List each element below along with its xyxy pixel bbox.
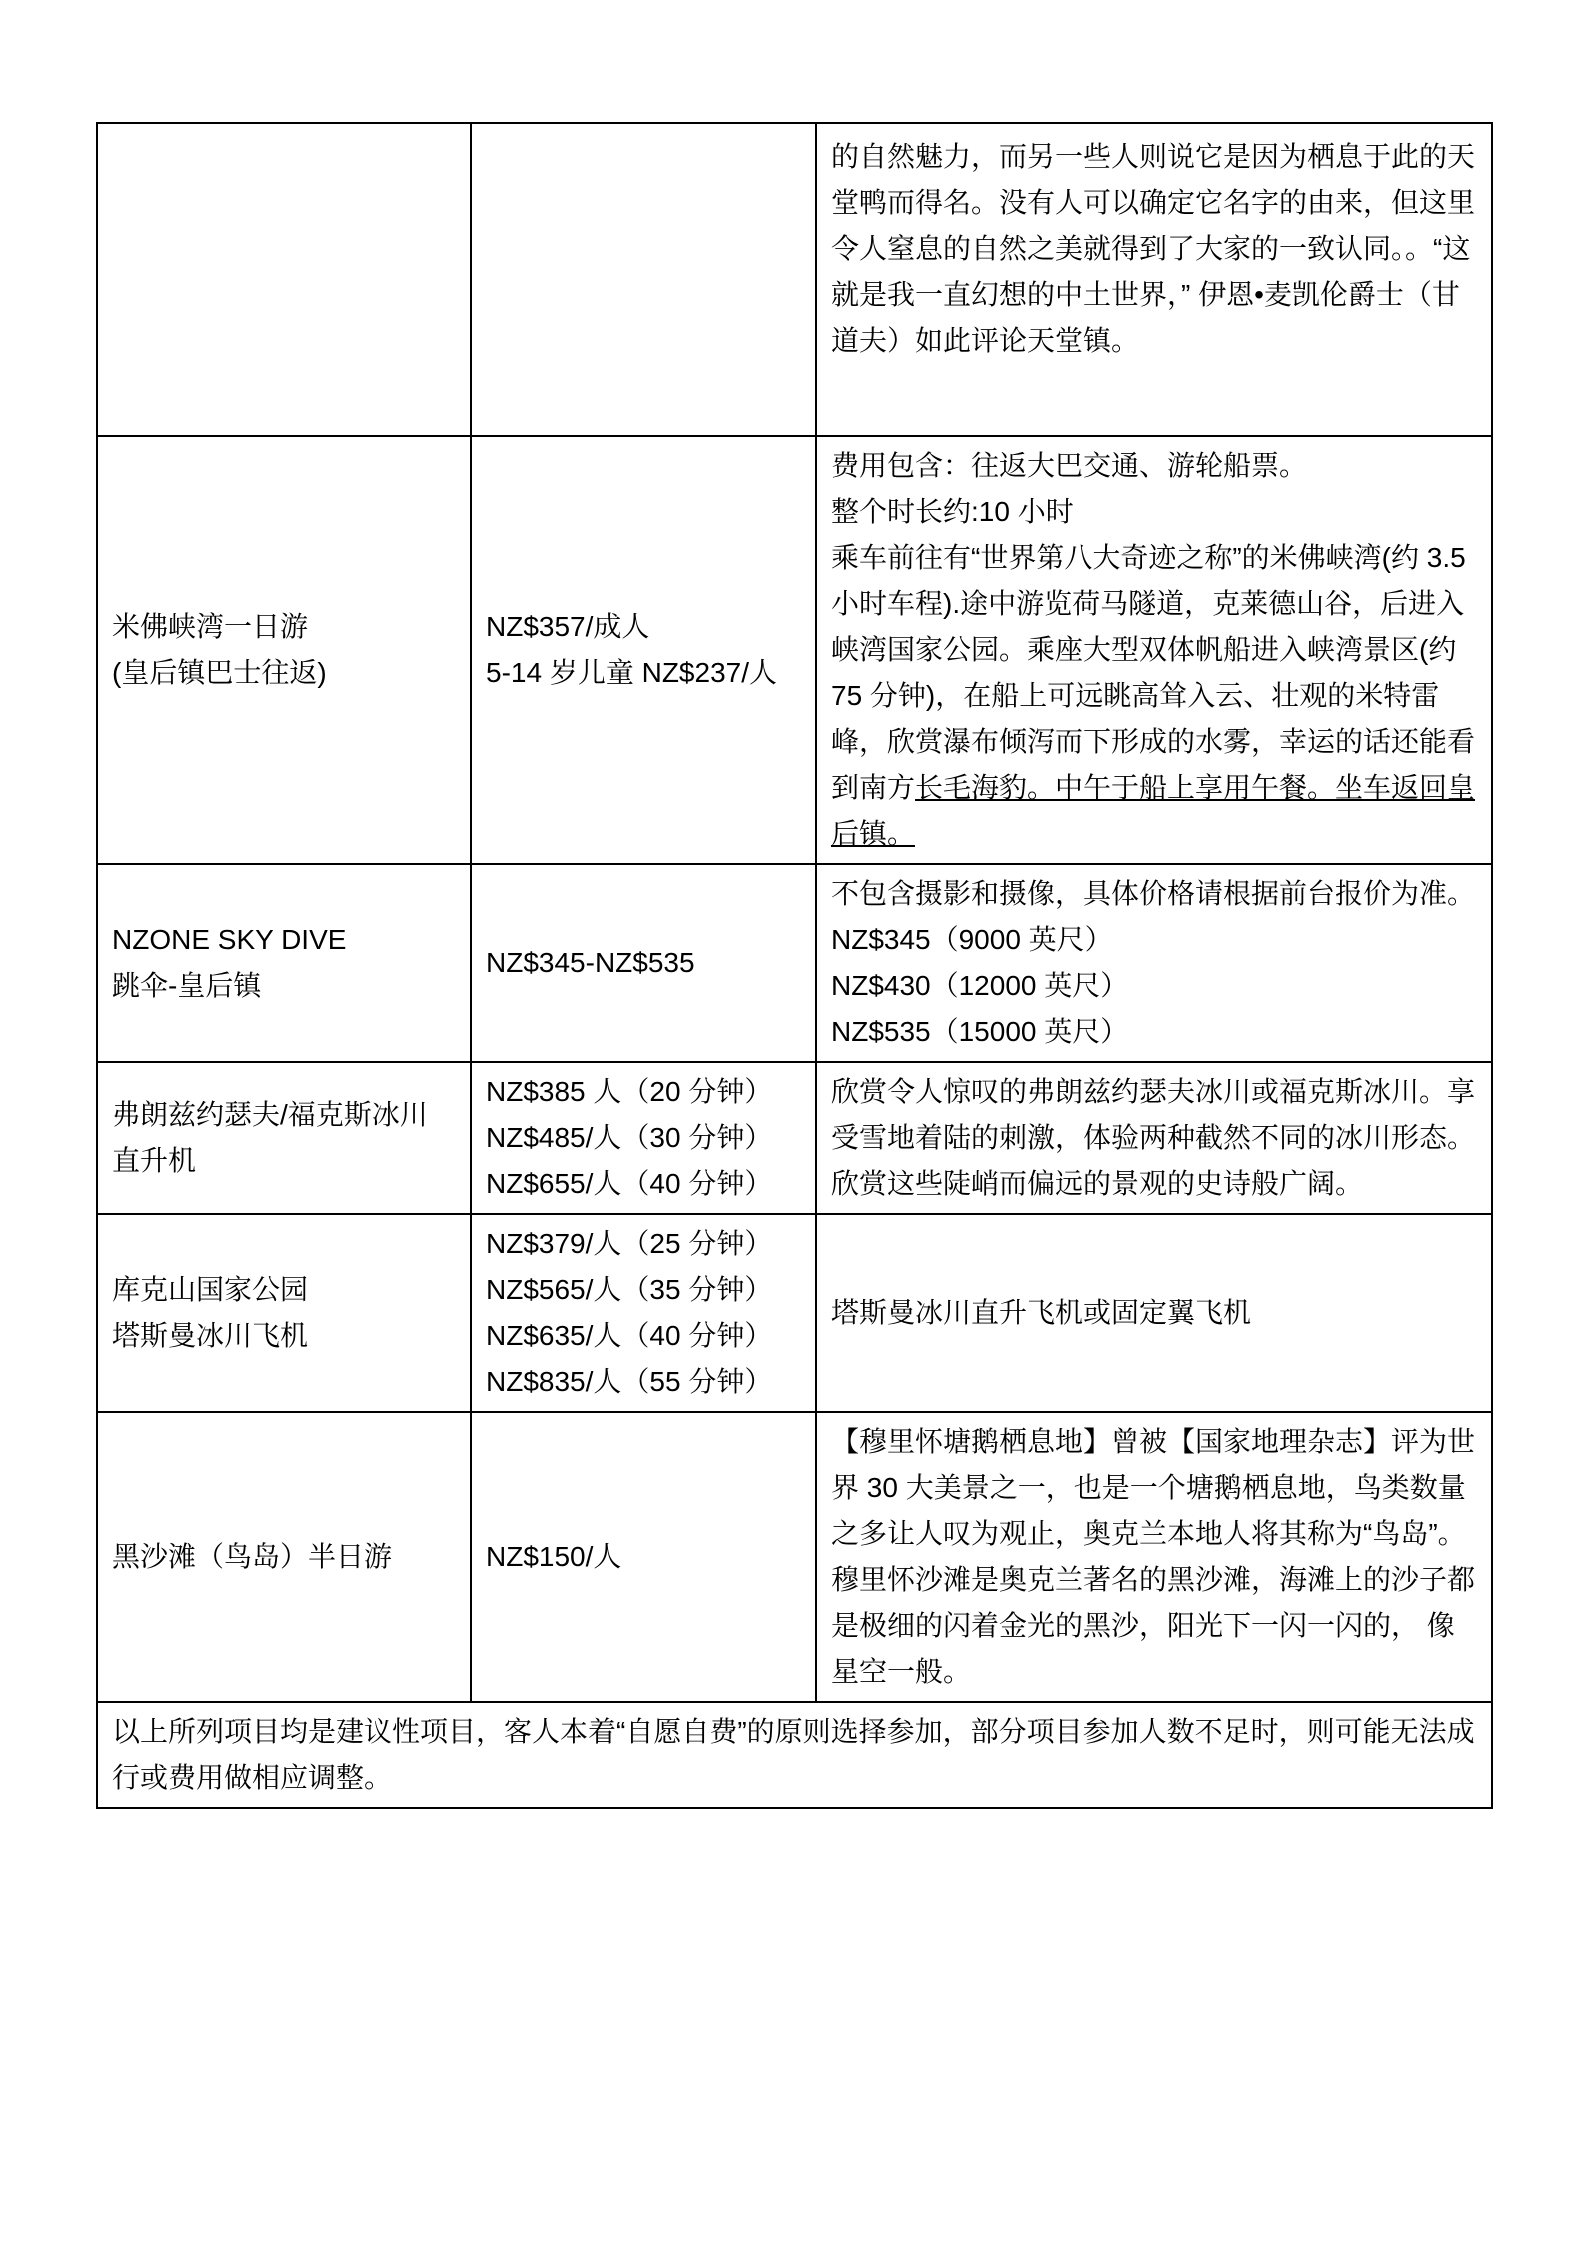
activity-cell [97, 864, 471, 1062]
table-row-disclaimer [97, 1702, 1492, 1808]
disclaimer-text: 以上所列项目均是建议性项目，客人本着“自愿自费”的原则选择参加，部分项目参加人数不足时，则可能无法成行或费用做相应调整。 [112, 1716, 1475, 1793]
description-cell [816, 123, 1492, 436]
optional-tours-table [96, 122, 1493, 1809]
price-range: NZ$345-NZ$535 [486, 947, 695, 978]
description-text: 的自然魅力，而另一些人则说它是因为栖息于此的天堂鸭而得名。没有人可以确定它名字的由来，但这里令人窒息的自然之美就得到了大家的一致认同。。“这就是我一直幻想的中土世界，” 伊恩•麦凯伦爵士（甘道夫）如此评论天堂镇。 [831, 141, 1476, 356]
price-35min: NZ$565/人（35 分钟） [486, 1274, 773, 1305]
price-cell [471, 436, 816, 864]
table-row-mt-cook-tasman [97, 1214, 1492, 1412]
table-row-black-sand-beach [97, 1412, 1492, 1702]
price-cell [471, 1214, 816, 1412]
price-per-person: NZ$150/人 [486, 1541, 622, 1572]
table-row-glacier-helicopter [97, 1062, 1492, 1214]
description-cell [816, 436, 1492, 864]
price-40min: NZ$635/人（40 分钟） [486, 1320, 773, 1351]
price-55min: NZ$835/人（55 分钟） [486, 1366, 773, 1397]
activity-name-cont: 塔斯曼冰川飞机 [112, 1320, 309, 1351]
price-child: 5-14 岁儿童 NZ$237/人 [486, 657, 777, 688]
activity-name: 弗朗兹约瑟夫/福克斯冰川 [112, 1099, 428, 1130]
table-row-nzone-skydive [97, 864, 1492, 1062]
description-text: 欣赏令人惊叹的弗朗兹约瑟夫冰川或福克斯冰川。享受雪地着陆的刺激，体验两种截然不同的冰川形态。欣赏这些陡峭而偏远的景观的史诗般广阔。 [831, 1076, 1476, 1199]
price-option-12000ft: NZ$430（12000 英尺） [831, 970, 1129, 1001]
description-itinerary: 乘车前往有“世界第八大奇迹之称”的米佛峡湾(约 3.5 小时车程).途中游览荷马隧道，克莱德山谷，后进入峡湾国家公园。乘座大型双体帆船进入峡湾景区(约 75 分钟)，在船上可远眺高耸入云、壮观的米特雷峰，欣赏瀑布倾泻而下形成的水雾，幸运的话还能看到南方长毛海豹。中午于船上享用午餐。坐车返回皇后镇。 [831, 542, 1476, 849]
description-cell [816, 1214, 1492, 1412]
underlined-text: 长毛海豹。中午于船上享用午餐。坐车返回皇后镇。 [831, 772, 1476, 849]
activity-name: 米佛峡湾一日游 [112, 611, 309, 642]
activity-name-cont: 直升机 [112, 1145, 197, 1176]
price-20min: NZ$385 人（20 分钟） [486, 1076, 773, 1107]
price-cell [471, 1062, 816, 1214]
table-row-milford-sound [97, 436, 1492, 864]
empty-activity-cell [97, 123, 471, 436]
table-row-paradise [97, 123, 1492, 436]
description-cell [816, 864, 1492, 1062]
description-text: 【穆里怀塘鹅栖息地】曾被【国家地理杂志】评为世界 30 大美景之一，也是一个塘鹅栖息地，鸟类数量之多让人叹为观止，奥克兰本地人将其称为“鸟岛”。穆里怀沙滩是奥克兰著名的黑沙滩，海滩上的沙子都是极细的闪着金光的黑沙，阳光下一闪一闪的， 像星空一般。 [831, 1426, 1476, 1687]
description-note: 不包含摄影和摄像，具体价格请根据前台报价为准。 [831, 878, 1476, 909]
activity-name: 黑沙滩（鸟岛）半日游 [112, 1541, 393, 1572]
empty-price-cell [471, 123, 816, 436]
price-adult: NZ$357/成人 [486, 611, 650, 642]
activity-subtitle: (皇后镇巴士往返) [112, 657, 327, 688]
activity-subtitle: 跳伞-皇后镇 [112, 970, 262, 1001]
description-cost-include: 费用包含：往返大巴交通、游轮船票。 [831, 450, 1308, 481]
price-25min: NZ$379/人（25 分钟） [486, 1228, 773, 1259]
price-cell [471, 1412, 816, 1702]
price-cell [471, 864, 816, 1062]
description-cell [816, 1062, 1492, 1214]
price-option-15000ft: NZ$535（15000 英尺） [831, 1016, 1129, 1047]
price-option-9000ft: NZ$345（9000 英尺） [831, 924, 1113, 955]
activity-name: NZONE SKY DIVE [112, 924, 347, 955]
description-text: 塔斯曼冰川直升飞机或固定翼飞机 [831, 1297, 1252, 1328]
price-30min: NZ$485/人（30 分钟） [486, 1122, 773, 1153]
price-40min: NZ$655/人（40 分钟） [486, 1168, 773, 1199]
activity-cell [97, 1062, 471, 1214]
activity-cell [97, 1412, 471, 1702]
description-cell [816, 1412, 1492, 1702]
description-duration: 整个时长约:10 小时 [831, 496, 1074, 527]
activity-cell [97, 436, 471, 864]
activity-name: 库克山国家公园 [112, 1274, 309, 1305]
activity-cell [97, 1214, 471, 1412]
disclaimer-cell [97, 1702, 1492, 1808]
